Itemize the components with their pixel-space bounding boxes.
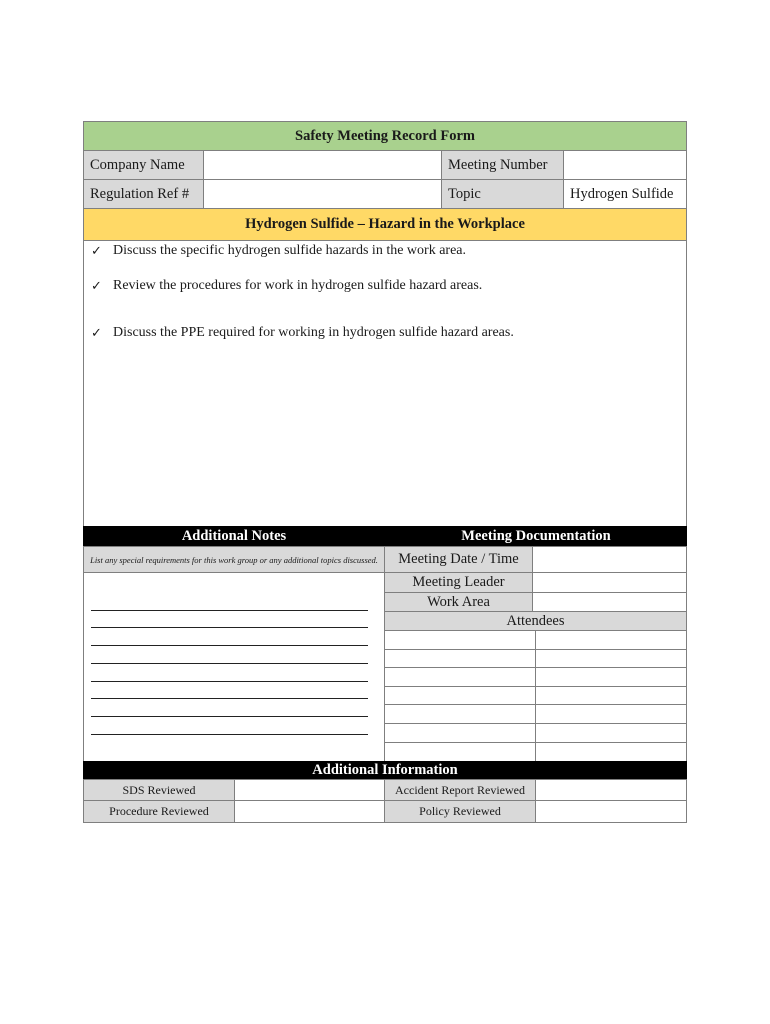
accident-report-reviewed-field[interactable] [535, 779, 687, 801]
additional-information-heading: Additional Information [83, 761, 687, 780]
attendee-cell[interactable] [384, 742, 536, 762]
attendee-cell[interactable] [535, 686, 687, 705]
attendee-cell[interactable] [535, 667, 687, 687]
accident-report-reviewed-label: Accident Report Reviewed [384, 779, 536, 801]
note-line[interactable] [91, 734, 368, 735]
attendee-cell[interactable] [535, 742, 687, 762]
checklist-item-text: Review the procedures for work in hydrogen sulfide hazard areas. [113, 278, 483, 293]
policy-reviewed-label: Policy Reviewed [384, 800, 536, 823]
attendee-cell[interactable] [535, 649, 687, 668]
attendee-cell[interactable] [384, 630, 536, 650]
regulation-ref-label: Regulation Ref # [83, 179, 204, 209]
checklist-item [91, 323, 514, 343]
check-icon: ✓ [91, 243, 102, 259]
company-name-label: Company Name [83, 150, 204, 180]
attendee-cell[interactable] [535, 723, 687, 743]
topic-label: Topic [441, 179, 564, 209]
meeting-number-label: Meeting Number [441, 150, 564, 180]
attendee-cell[interactable] [384, 649, 536, 668]
sds-reviewed-label: SDS Reviewed [83, 779, 235, 801]
note-line[interactable] [91, 645, 368, 646]
company-name-field[interactable] [203, 150, 442, 180]
procedure-reviewed-field[interactable] [234, 800, 385, 823]
note-line[interactable] [91, 627, 368, 628]
attendee-cell[interactable] [384, 667, 536, 687]
hazard-heading: Hydrogen Sulfide – Hazard in the Workplace [83, 208, 687, 241]
note-line[interactable] [91, 716, 368, 717]
attendee-cell[interactable] [535, 630, 687, 650]
meeting-number-field[interactable] [563, 150, 687, 180]
meeting-date-time-label: Meeting Date / Time [384, 546, 533, 573]
work-area-label: Work Area [384, 592, 533, 612]
topic-field[interactable]: Hydrogen Sulfide [563, 179, 687, 209]
attendee-cell[interactable] [384, 686, 536, 705]
meeting-documentation-heading: Meeting Documentation [461, 528, 611, 544]
note-line[interactable] [91, 698, 368, 699]
check-icon: ✓ [91, 278, 102, 294]
meeting-date-time-field[interactable] [532, 546, 687, 573]
attendee-cell[interactable] [384, 723, 536, 743]
meeting-leader-field[interactable] [532, 572, 687, 593]
attendee-cell[interactable] [384, 704, 536, 724]
meeting-leader-label: Meeting Leader [384, 572, 533, 593]
policy-reviewed-field[interactable] [535, 800, 687, 823]
form-title: Safety Meeting Record Form [83, 121, 687, 151]
regulation-ref-field[interactable] [203, 179, 442, 209]
attendees-label: Attendees [384, 611, 687, 631]
check-icon: ✓ [91, 325, 102, 341]
attendee-cell[interactable] [535, 704, 687, 724]
note-line[interactable] [91, 610, 368, 611]
sds-reviewed-field[interactable] [234, 779, 385, 801]
checklist-item-text: Discuss the PPE required for working in hydrogen sulfide hazard areas. [113, 325, 514, 340]
checklist-item [91, 276, 482, 296]
checklist-item [91, 241, 466, 261]
procedure-reviewed-label: Procedure Reviewed [83, 800, 235, 823]
notes-instructions: List any special requirements for this work group or any additional topics discussed. [83, 546, 385, 573]
checklist-item-text: Discuss the specific hydrogen sulfide hazards in the work area. [113, 243, 466, 258]
work-area-field[interactable] [532, 592, 687, 612]
note-line[interactable] [91, 681, 368, 682]
additional-notes-heading: Additional Notes [181, 528, 287, 544]
note-line[interactable] [91, 663, 368, 664]
